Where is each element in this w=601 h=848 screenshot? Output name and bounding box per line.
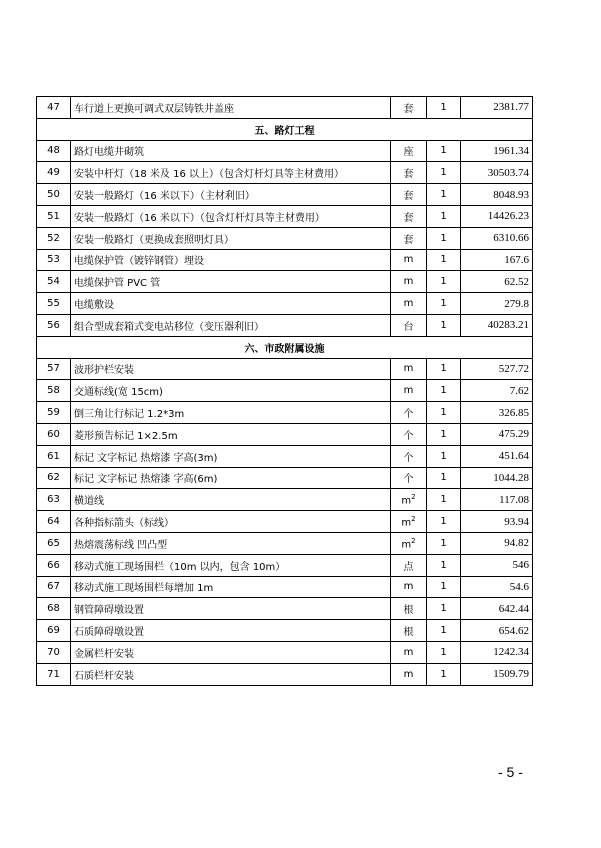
price: 117.08 [461, 489, 533, 511]
section-header-row [37, 336, 533, 358]
price: 7.62 [461, 380, 533, 402]
row-number: 60 [37, 423, 71, 445]
price: 93.94 [461, 511, 533, 533]
unit: m [401, 517, 412, 529]
row-number: 54 [37, 271, 71, 293]
price: 6310.66 [461, 227, 533, 249]
quantity: 1 [427, 380, 461, 402]
row-number: 52 [37, 227, 71, 249]
unit-cell [391, 205, 427, 227]
item-name: 电缆保护管 PVC 管 [71, 271, 391, 293]
unit: 根 [403, 605, 414, 617]
row-number: 50 [37, 184, 71, 206]
unit: 个 [403, 409, 414, 421]
quantity: 1 [427, 249, 461, 271]
unit: m [403, 276, 414, 288]
unit-cell [391, 271, 427, 293]
item-name: 各种指标箭头（标线） [71, 511, 391, 533]
quantity: 1 [427, 423, 461, 445]
unit: 套 [403, 191, 414, 203]
price-table [36, 96, 533, 686]
item-name: 交通标线(宽 15cm) [71, 380, 391, 402]
table-row [37, 227, 533, 249]
quantity: 1 [427, 576, 461, 598]
unit-cell [391, 489, 427, 511]
unit: 个 [403, 452, 414, 464]
quantity: 1 [427, 532, 461, 554]
row-number: 62 [37, 467, 71, 489]
quantity: 1 [427, 271, 461, 293]
unit: m [403, 254, 414, 266]
unit-cell [391, 445, 427, 467]
unit: m [403, 581, 414, 593]
quantity: 1 [427, 184, 461, 206]
table-row [37, 293, 533, 315]
table-row [37, 314, 533, 336]
unit: m [403, 668, 414, 680]
row-number: 69 [37, 620, 71, 642]
unit-cell [391, 532, 427, 554]
quantity: 1 [427, 511, 461, 533]
quantity: 1 [427, 641, 461, 663]
row-number: 49 [37, 162, 71, 184]
row-number: 58 [37, 380, 71, 402]
unit-cell [391, 97, 427, 119]
quantity: 1 [427, 227, 461, 249]
price: 451.64 [461, 445, 533, 467]
unit-cell [391, 641, 427, 663]
quantity: 1 [427, 97, 461, 119]
table-row [37, 402, 533, 424]
unit: 套 [403, 212, 414, 224]
unit: m [403, 298, 414, 310]
item-name: 标记 文字标记 热熔漆 字高(6m) [71, 467, 391, 489]
unit-cell [391, 663, 427, 685]
table-row [37, 140, 533, 162]
unit-cell [391, 598, 427, 620]
quantity: 1 [427, 620, 461, 642]
price: 167.6 [461, 249, 533, 271]
quantity: 1 [427, 358, 461, 380]
quantity: 1 [427, 554, 461, 576]
unit-cell [391, 162, 427, 184]
unit-cell [391, 249, 427, 271]
table-row [37, 620, 533, 642]
table-row [37, 467, 533, 489]
row-number: 55 [37, 293, 71, 315]
unit-cell [391, 184, 427, 206]
item-name: 安装中杆灯（18 米及 16 以上）（包含灯杆灯具等主材费用） [71, 162, 391, 184]
item-name: 钢管障碍墩设置 [71, 598, 391, 620]
unit-cell [391, 511, 427, 533]
section-header-row [37, 118, 533, 140]
table-row [37, 184, 533, 206]
unit: 套 [403, 169, 414, 181]
row-number: 47 [37, 97, 71, 119]
unit: m [403, 385, 414, 397]
price: 475.29 [461, 423, 533, 445]
page-number: - 5 - [498, 764, 523, 780]
row-number: 63 [37, 489, 71, 511]
row-number: 70 [37, 641, 71, 663]
row-number: 48 [37, 140, 71, 162]
table-row [37, 511, 533, 533]
price: 1044.28 [461, 467, 533, 489]
row-number: 66 [37, 554, 71, 576]
price: 30503.74 [461, 162, 533, 184]
table-row [37, 532, 533, 554]
row-number: 51 [37, 205, 71, 227]
unit: 套 [403, 103, 414, 115]
price: 527.72 [461, 358, 533, 380]
table-row [37, 358, 533, 380]
row-number: 53 [37, 249, 71, 271]
item-name: 石质栏杆安装 [71, 663, 391, 685]
price: 642.44 [461, 598, 533, 620]
item-name: 路灯电缆井砌筑 [71, 140, 391, 162]
table-row [37, 641, 533, 663]
table-row [37, 598, 533, 620]
item-name: 石质障碍墩设置 [71, 620, 391, 642]
price: 62.52 [461, 271, 533, 293]
quantity: 1 [427, 140, 461, 162]
quantity: 1 [427, 205, 461, 227]
row-number: 64 [37, 511, 71, 533]
table-row [37, 576, 533, 598]
price: 94.82 [461, 532, 533, 554]
item-name: 标记 文字标记 热熔漆 字高(3m) [71, 445, 391, 467]
unit-cell [391, 620, 427, 642]
table-row [37, 554, 533, 576]
unit: 点 [403, 561, 414, 573]
unit: 个 [403, 430, 414, 442]
unit: 台 [403, 321, 414, 333]
row-number: 65 [37, 532, 71, 554]
unit-superscript: 2 [411, 493, 416, 502]
price: 40283.21 [461, 314, 533, 336]
table-row [37, 489, 533, 511]
unit-cell [391, 380, 427, 402]
table-row [37, 162, 533, 184]
item-name: 横道线 [71, 489, 391, 511]
row-number: 56 [37, 314, 71, 336]
unit-superscript: 2 [411, 536, 416, 545]
item-name: 安装一般路灯（16 米以下）（主材利旧） [71, 184, 391, 206]
section-title: 五、路灯工程 [37, 118, 533, 140]
unit: m [401, 495, 412, 507]
row-number: 61 [37, 445, 71, 467]
quantity: 1 [427, 598, 461, 620]
item-name: 移动式施工现场围栏（10m 以内，包含 10m） [71, 554, 391, 576]
table-row [37, 663, 533, 685]
quantity: 1 [427, 314, 461, 336]
unit: m [403, 646, 414, 658]
item-name: 安装一般路灯（更换成套照明灯具） [71, 227, 391, 249]
item-name: 倒三角让行标记 1.2*3m [71, 402, 391, 424]
unit-cell [391, 576, 427, 598]
table-row [37, 97, 533, 119]
price: 1242.34 [461, 641, 533, 663]
item-name: 安装一般路灯（16 米以下）（包含灯杆灯具等主材费用） [71, 205, 391, 227]
unit: m [403, 363, 414, 375]
quantity: 1 [427, 293, 461, 315]
price: 654.62 [461, 620, 533, 642]
unit-cell [391, 227, 427, 249]
unit: m [401, 539, 412, 550]
price: 326.85 [461, 402, 533, 424]
item-name: 电缆保护管（镀锌钢管）埋设 [71, 249, 391, 271]
price: 2381.77 [461, 97, 533, 119]
price: 1509.79 [461, 663, 533, 685]
unit: 个 [403, 474, 414, 486]
unit: 根 [403, 627, 414, 639]
quantity: 1 [427, 489, 461, 511]
item-name: 金属栏杆安装 [71, 641, 391, 663]
table-row [37, 423, 533, 445]
unit-cell [391, 314, 427, 336]
quantity: 1 [427, 663, 461, 685]
price: 54.6 [461, 576, 533, 598]
row-number: 59 [37, 402, 71, 424]
unit-superscript: 2 [411, 514, 416, 523]
table-row [37, 271, 533, 293]
unit-cell [391, 467, 427, 489]
price: 546 [461, 554, 533, 576]
unit-cell [391, 358, 427, 380]
section-title: 六、市政附属设施 [37, 336, 533, 358]
item-name: 电缆敷设 [71, 293, 391, 315]
row-number: 57 [37, 358, 71, 380]
row-number: 68 [37, 598, 71, 620]
price: 279.8 [461, 293, 533, 315]
unit: 套 [403, 234, 414, 246]
quantity: 1 [427, 162, 461, 184]
quantity: 1 [427, 467, 461, 489]
unit-cell [391, 140, 427, 162]
quantity: 1 [427, 402, 461, 424]
unit-cell [391, 293, 427, 315]
price: 1961.34 [461, 140, 533, 162]
table-body [37, 97, 533, 686]
row-number: 71 [37, 663, 71, 685]
table-row [37, 445, 533, 467]
price: 8048.93 [461, 184, 533, 206]
unit-cell [391, 423, 427, 445]
item-name: 菱形预告标记 1×2.5m [71, 423, 391, 445]
item-name: 波形护栏安装 [71, 358, 391, 380]
unit: 座 [403, 147, 414, 159]
item-name: 车行道上更换可调式双层铸铁井盖座 [71, 97, 391, 119]
table-row [37, 380, 533, 402]
unit-cell [391, 402, 427, 424]
quantity: 1 [427, 445, 461, 467]
item-name: 组合型成套箱式变电站移位（变压器利旧） [71, 314, 391, 336]
price: 14426.23 [461, 205, 533, 227]
table-row [37, 249, 533, 271]
row-number: 67 [37, 576, 71, 598]
unit-cell [391, 554, 427, 576]
item-name: 移动式施工现场围栏每增加 1m [71, 576, 391, 598]
table-row [37, 205, 533, 227]
item-name: 热熔震荡标线 凹凸型 [71, 532, 391, 554]
